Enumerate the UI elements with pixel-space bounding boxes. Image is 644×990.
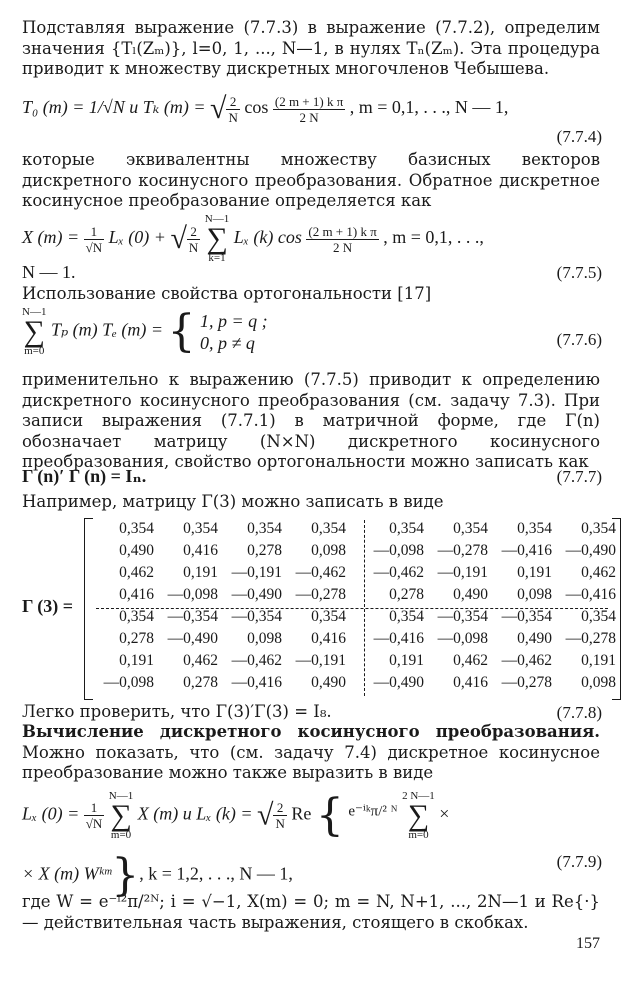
- eq775-frac2: $\frac{2}{N}$: [188, 223, 199, 255]
- matrix-cell: —0,416: [373, 630, 424, 647]
- matrix-cell: —0,191: [231, 564, 282, 581]
- equation-7-7-6: [22, 306, 602, 357]
- matrix-cell: —0,462: [501, 652, 552, 669]
- matrix-cell: 0,278: [389, 586, 424, 603]
- eqno-7-7-9: (7.7.9): [556, 852, 602, 871]
- matrix-cell: —0,278: [565, 630, 616, 647]
- right-brace-icon: }: [111, 850, 140, 901]
- eq776-cases: 1, p = q ; 0, p ≠ q: [200, 310, 268, 353]
- matrix-cell: 0,490: [517, 630, 552, 647]
- equation-7-7-4: [22, 92, 602, 126]
- matrix-cell: 0,191: [119, 652, 154, 669]
- matrix-cell: 0,191: [517, 564, 552, 581]
- eq775-body: Lₓ (k) cos: [233, 227, 302, 248]
- matrix-cell: —0,278: [437, 542, 488, 559]
- matrix-cell: —0,416: [501, 542, 552, 559]
- eqno-7-7-5: (7.7.5): [556, 263, 602, 282]
- eq774-frac: $\frac{2}{N}$: [228, 93, 238, 125]
- matrix-cell: —0,462: [373, 564, 424, 581]
- eq775-cos-frac: $\frac{\text{(2 m + 1) k π}}{2 N}$: [308, 223, 377, 255]
- eqno-7-7-4: (7.7.4): [556, 127, 602, 146]
- matrix-cell: —0,490: [565, 542, 616, 559]
- matrix-cell: 0,354: [389, 608, 424, 625]
- matrix-cell: 0,354: [517, 520, 552, 537]
- paragraph-intro: Подставляя выражение (7.7.3) в выражение (7.7.2), определим значения {Tₗ(Zₘ)}, l=0, 1, ..., N—1, в нулях Tₙ(Zₘ). Эта процедура приводит к множеству дискретных многочленов Чебышева.: [22, 18, 600, 78]
- matrix-cell: 0,462: [119, 564, 154, 581]
- section-heading: Вычисление дискретного косинусного преобразования.: [22, 722, 600, 741]
- matrix-cell: —0,098: [103, 674, 154, 691]
- paragraph-check: Легко проверить, что Γ(3)′Γ(3) = I₈.: [22, 702, 332, 721]
- matrix-cell: 0,278: [183, 674, 218, 691]
- sqrt-icon: √: [210, 92, 227, 125]
- matrix-cell: —0,354: [167, 608, 218, 625]
- paragraph-where: где W = e⁻ⁱ²π/²ᴺ; i = √−1, X(m) = 0; m = N, N+1, ..., 2N—1 и Re{·} — действительная часть выражения, стоящего в скобках.: [22, 892, 600, 932]
- sum-icon: N—1 ∑ m=0: [108, 789, 134, 841]
- matrix-cell: 0,354: [311, 520, 346, 537]
- eq776-body: Tₚ (m) Tₑ (m) =: [50, 319, 164, 340]
- sqrt-icon: √: [170, 222, 187, 255]
- sqrt-icon: √: [256, 798, 274, 832]
- eq779-times: ×: [439, 803, 450, 824]
- sum-icon: N—1 ∑ m=0: [22, 305, 47, 357]
- matrix-cell: 0,354: [453, 520, 488, 537]
- matrix-cell: 0,098: [311, 542, 346, 559]
- matrix-cell: —0,278: [501, 674, 552, 691]
- eq779-re: Re: [291, 803, 312, 824]
- eqno-7-7-7: (7.7.7): [556, 467, 602, 486]
- matrix-cell: 0,354: [119, 608, 154, 625]
- matrix-cell: 0,098: [581, 674, 616, 691]
- matrix-cell: —0,416: [565, 586, 616, 603]
- eq779-exp: e⁻ⁱᵏπ/² ᴺ: [348, 803, 398, 820]
- eq779-b: X (m) и Lₓ (k) =: [137, 803, 253, 824]
- matrix-cell: —0,354: [501, 608, 552, 625]
- matrix-cell: —0,191: [437, 564, 488, 581]
- matrix-cell: 0,278: [119, 630, 154, 647]
- matrix-cell: 0,462: [183, 652, 218, 669]
- matrix-cell: 0,354: [119, 520, 154, 537]
- matrix-cell: 0,098: [247, 630, 282, 647]
- equation-7-7-5: [22, 214, 602, 264]
- matrix-cell: —0,278: [295, 586, 346, 603]
- eq774-left: T₀ (m) = 1/√N и Tₖ (m) =: [22, 97, 206, 118]
- matrix-cell: 0,462: [453, 652, 488, 669]
- eq775-left: X (m) =: [22, 227, 80, 248]
- matrix-cell: —0,490: [373, 674, 424, 691]
- matrix-cell: 0,354: [581, 608, 616, 625]
- matrix-cell: 0,354: [581, 520, 616, 537]
- matrix-cell: —0,098: [167, 586, 218, 603]
- paragraph-basis: которые эквивалентны множеству базисных векторов дискретного косинусного преобразования. Обратное дискретное косинусное преобразование определяется как: [22, 150, 600, 210]
- matrix-cell: 0,354: [389, 520, 424, 537]
- matrix-cell: 0,416: [311, 630, 346, 647]
- matrix-cell: 0,416: [119, 586, 154, 603]
- matrix-cell: 0,490: [453, 586, 488, 603]
- matrix-label: Γ (3) =: [22, 596, 74, 616]
- matrix-cell: —0,098: [437, 630, 488, 647]
- matrix-cell: 0,354: [311, 608, 346, 625]
- paragraph-computation: [22, 722, 600, 784]
- eq779-a: Lₓ (0) =: [22, 803, 80, 824]
- eq775-line2: N — 1.: [22, 262, 76, 282]
- eq779-frac1: $\frac{1}{√N}$: [85, 800, 103, 831]
- sum-icon: 2 N—1 ∑ m=0: [402, 789, 435, 841]
- eq779-frac2: $\frac{2}{N}$: [275, 800, 285, 831]
- matrix-cell: —0,354: [231, 608, 282, 625]
- eq774-tail: , m = 0,1, . . ., N — 1,: [349, 97, 509, 118]
- matrix-cell: —0,416: [231, 674, 282, 691]
- eq779-line2-tail: , k = 1,2, . . ., N — 1,: [139, 863, 293, 884]
- matrix-cell: 0,354: [183, 520, 218, 537]
- matrix-cell: —0,098: [373, 542, 424, 559]
- eq775-frac1: $\frac{1}{√N}$: [85, 223, 103, 255]
- eqno-7-7-8: (7.7.8): [556, 703, 602, 722]
- paragraph-computation-text: Можно показать, что (см. задачу 7.4) дискретное косинусное преобразование можно также выразить в виде: [22, 742, 600, 782]
- equation-7-7-9: [22, 790, 602, 841]
- eq774-cos: cos: [244, 97, 269, 118]
- eq779-line2-text: × X (m) Wᵏᵐ: [22, 863, 112, 884]
- matrix-cell: —0,354: [437, 608, 488, 625]
- eq775-mid: Lₓ (0) +: [108, 227, 166, 248]
- paragraph-matrix-form: применительно к выражению (7.7.5) приводит к определению дискретного косинусного преобразования (см. задачу 7.3). При записи выражения (7.7.1) в матричной форме, где Γ(n) обозначает матрицу (N×N) дискретного косинусного преобразования, свойство ортогональности можно записать как: [22, 370, 600, 471]
- matrix-cell: 0,191: [581, 652, 616, 669]
- matrix-cell: 0,490: [311, 674, 346, 691]
- eq775-tail: , m = 0,1, . . .,: [383, 227, 484, 248]
- matrix-cell: 0,191: [183, 564, 218, 581]
- left-brace-icon: {: [167, 306, 196, 357]
- matrix-cell: 0,462: [581, 564, 616, 581]
- eqno-7-7-6: (7.7.6): [556, 330, 602, 349]
- matrix-cell: 0,191: [389, 652, 424, 669]
- matrix-cell: —0,462: [295, 564, 346, 581]
- matrix-cell: 0,416: [453, 674, 488, 691]
- left-brace-icon: {: [315, 790, 344, 841]
- page-number: 157: [576, 935, 600, 952]
- matrix-cell: —0,462: [231, 652, 282, 669]
- eq774-cos-frac: $\frac{\text{(2 m + 1) k π}}{2 N}$: [274, 93, 344, 125]
- matrix-cell: 0,416: [183, 542, 218, 559]
- matrix-gamma-3: [22, 518, 616, 700]
- paragraph-orthogonality: Использование свойства ортогональности [17]: [22, 284, 432, 303]
- paragraph-example: Например, матрицу Γ(3) можно записать в виде: [22, 492, 444, 511]
- matrix-cell: 0,278: [247, 542, 282, 559]
- matrix-cell: 0,490: [119, 542, 154, 559]
- sum-icon: N—1 ∑ k=1: [204, 213, 230, 264]
- matrix-cell: 0,098: [517, 586, 552, 603]
- matrix-cell: —0,490: [167, 630, 218, 647]
- matrix-cell: —0,191: [295, 652, 346, 669]
- matrix-cell: 0,354: [247, 520, 282, 537]
- equation-7-7-7: Γ (n)′ Γ (n) = Iₙ.: [22, 466, 147, 486]
- matrix-cell: —0,490: [231, 586, 282, 603]
